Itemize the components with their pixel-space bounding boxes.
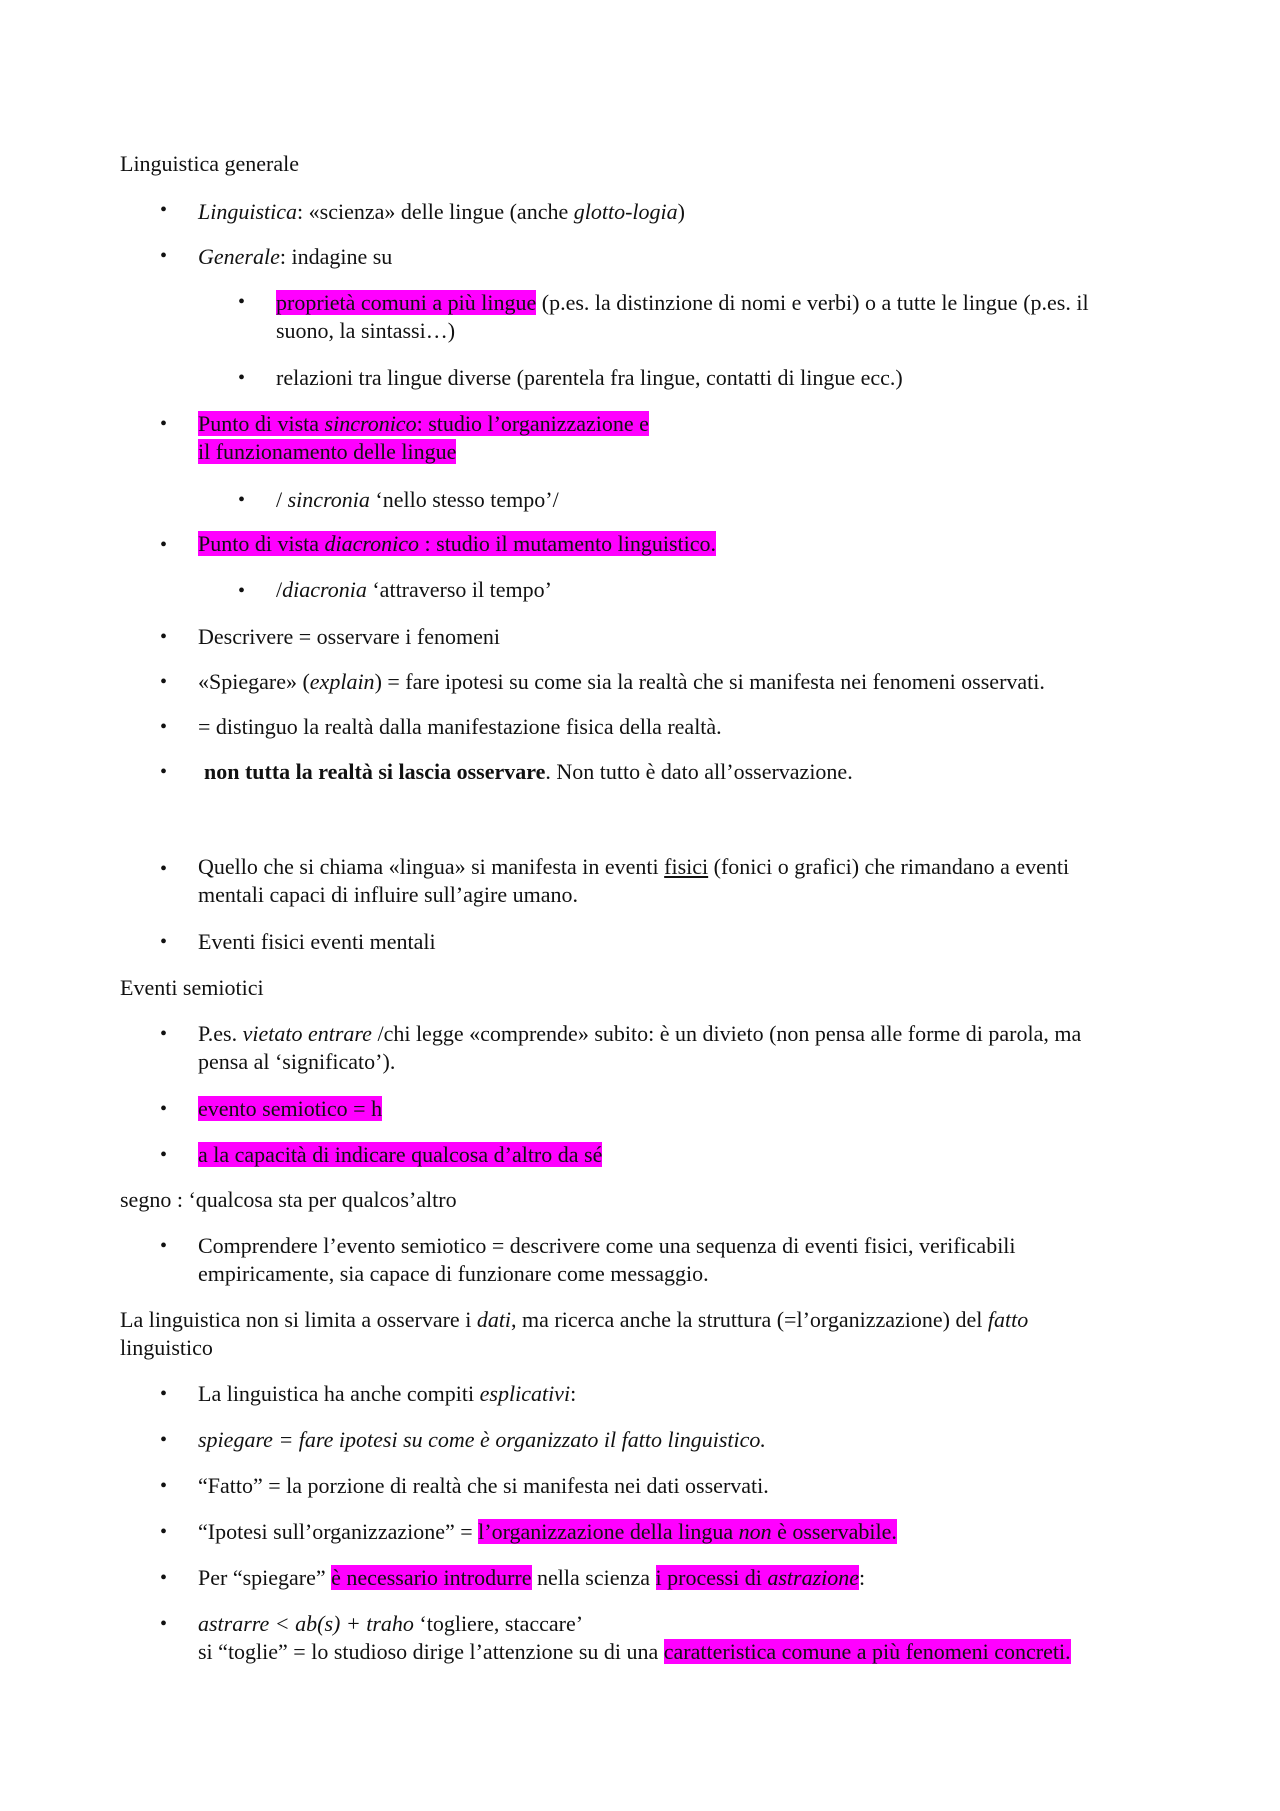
list-item: P.es. vietato entrare /chi legge «comprende» subito: è un divieto (non pensa alle forme di parola, ma [198,1021,1082,1046]
doc-title: Linguistica generale [120,151,299,176]
list-item: Punto di vista sincronico: studio l’organizzazione e [198,411,649,436]
bullet: • [160,1475,168,1497]
bullet: • [160,1613,168,1635]
list-item: “Ipotesi sull’organizzazione” = l’organizzazione della lingua non è osservabile. [198,1519,897,1544]
bullet: • [160,1429,168,1451]
list-item: Descrivere = osservare i fenomeni [198,624,500,649]
list-item: evento semiotico = h [198,1096,383,1121]
list-item-continuation: si “toglie” = lo studioso dirige l’attenzione su di una caratteristica comune a più fenomeni concreti. [198,1639,1071,1664]
section-heading: Eventi semiotici [120,975,264,1000]
bullet: • [160,1521,168,1543]
list-item: relazioni tra lingue diverse (parentela fra lingue, contatti di lingue ecc.) [276,365,903,390]
paragraph: La linguistica non si limita a osservare i dati, ma ricerca anche la struttura (=l’organizzazione) del fatto [120,1307,1029,1332]
bullet: • [160,245,168,267]
list-item-continuation: pensa al ‘significato’). [198,1049,396,1074]
list-item: non tutta la realtà si lascia osservare. Non tutto è dato all’osservazione. [204,759,853,784]
bullet: • [238,367,246,389]
list-item: La linguistica ha anche compiti esplicativi: [198,1381,577,1406]
list-item: / sincronia ‘nello stesso tempo’/ [276,487,559,512]
list-item: astrarre < ab(s) + traho ‘togliere, staccare’ [198,1611,584,1636]
list-item: Comprendere l’evento semiotico = descrivere come una sequenza di eventi fisici, verificabili [198,1233,1016,1258]
bullet: • [160,534,168,556]
list-item: Linguistica: «scienza» delle lingue (anche glotto-logia) [198,199,685,224]
bullet: • [160,931,168,953]
list-item: Quello che si chiama «lingua» si manifesta in eventi fisici (fonici o grafici) che rimandano a eventi [198,854,1070,879]
bullet: • [160,1383,168,1405]
list-item: Punto di vista diacronico : studio il mutamento linguistico. [198,531,717,556]
list-item: a la capacità di indicare qualcosa d’altro da sé [198,1142,603,1167]
bullet: • [160,1098,168,1120]
bullet: • [160,1235,168,1257]
list-item: proprietà comuni a più lingue (p.es. la distinzione di nomi e verbi) o a tutte le lingue (p.es. il [276,290,1089,315]
list-item: Generale: indagine su [198,244,393,269]
list-item: “Fatto” = la porzione di realtà che si manifesta nei dati osservati. [198,1473,769,1498]
bullet: • [238,489,246,511]
bullet: • [160,1567,168,1589]
paragraph-continuation: linguistico [120,1335,213,1360]
bullet: • [238,580,246,602]
list-item-continuation: il funzionamento delle lingue [198,439,457,464]
list-item: Per “spiegare” è necessario introdurre nella scienza i processi di astrazione: [198,1565,866,1590]
bullet: • [160,671,168,693]
bullet: • [160,761,168,783]
bullet: • [160,413,168,435]
bullet: • [160,626,168,648]
list-item: /diacronia ‘attraverso il tempo’ [276,577,552,602]
definition-line: segno : ‘qualcosa sta per qualcos’altro [120,1187,457,1212]
bullet: • [238,291,246,313]
bullet: • [160,716,168,738]
list-item-continuation: empiricamente, sia capace di funzionare come messaggio. [198,1261,709,1286]
bullet: • [160,1144,168,1166]
bullet: • [160,1023,168,1045]
list-item: «Spiegare» (explain) = fare ipotesi su come sia la realtà che si manifesta nei fenomeni osservati. [198,669,1045,694]
list-item-continuation: suono, la sintassi…) [276,318,456,343]
list-item: = distinguo la realtà dalla manifestazione fisica della realtà. [198,714,722,739]
bullet: • [160,858,168,880]
list-item: spiegare = fare ipotesi su come è organizzato il fatto linguistico. [198,1427,766,1452]
list-item: Eventi fisici eventi mentali [198,929,436,954]
bullet: • [160,199,168,221]
list-item-continuation: mentali capaci di influire sull’agire umano. [198,882,578,907]
